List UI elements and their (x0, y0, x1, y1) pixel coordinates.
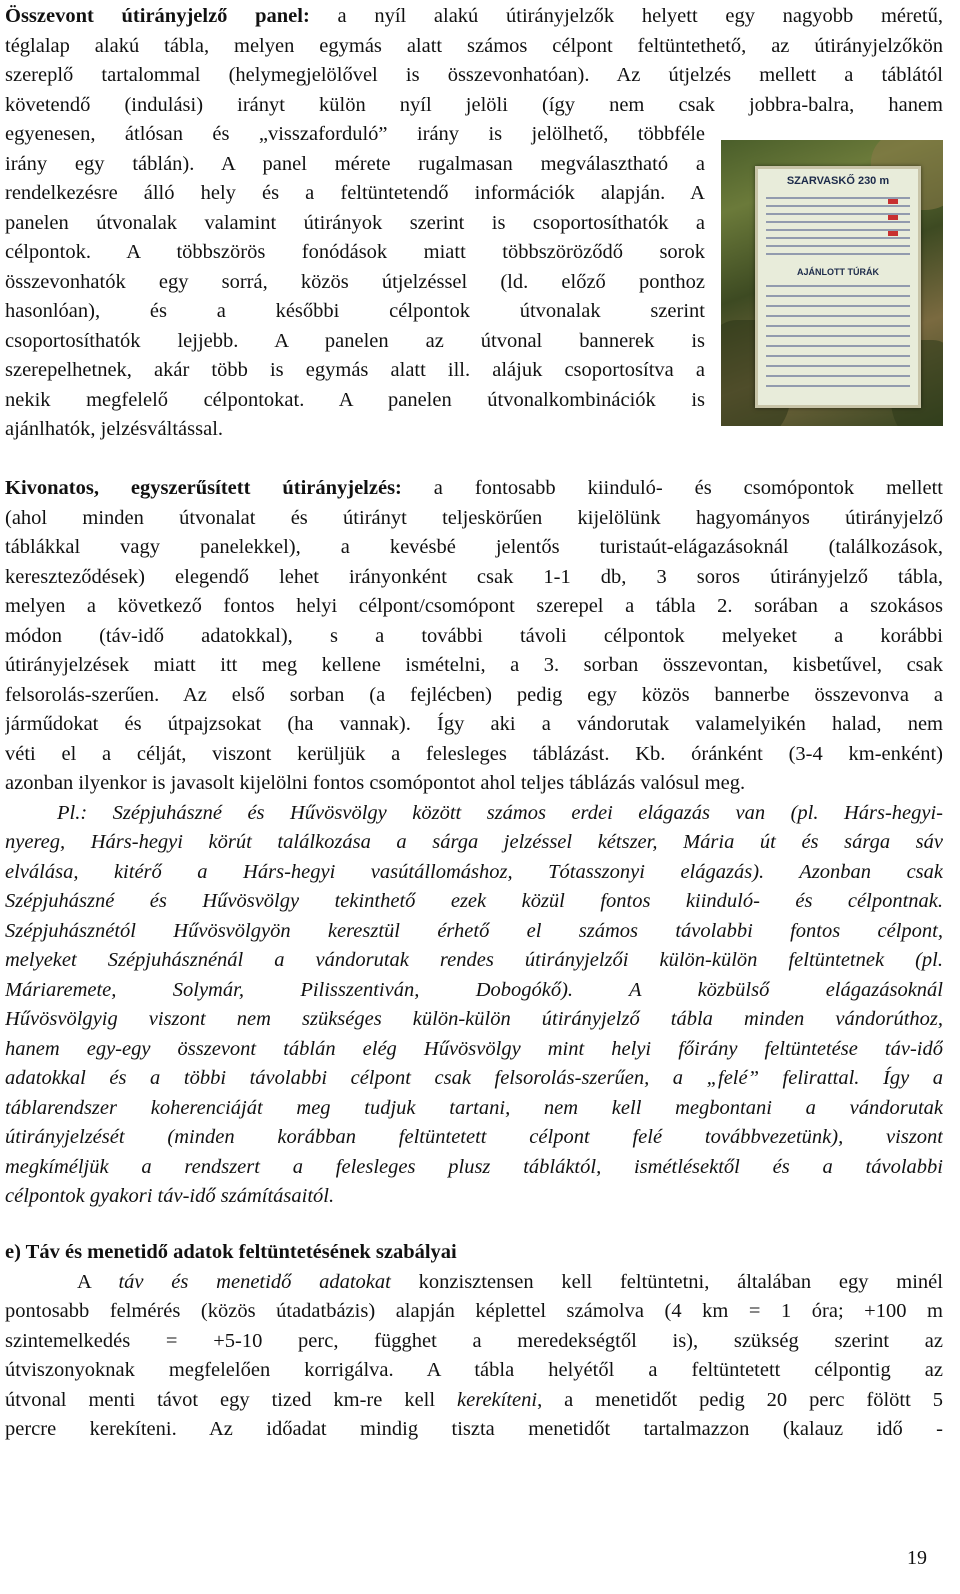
example-line: célpontok gyakori táv-idő számításaitól. (5, 1185, 335, 1207)
text-line: panelen útvonalak valamint útirányok szerint is csoportosíthatók a (5, 211, 705, 234)
example-line: hanem egy-egy összevont táblán elég Hűvösvölgy mint helyi főirány feltüntetése táv-idő (5, 1037, 943, 1060)
text-line: járműdokat és útpajzsokat (ha vannak). Így aki a vándorutak valamelyikén halad, nem (5, 713, 943, 735)
trail-sign (755, 166, 921, 408)
section-heading: Kivonatos, egyszerűsített útirányjelzés: (5, 477, 402, 499)
example-line: melyeket Szépjuhásznénál a vándorutak rendes útirányjelzői külön-külön feltüntetnek (pl. (5, 949, 943, 971)
example-line: nyereg, Hárs-hegyi körút találkozása a sárga jelzéssel kétszer, Mária út és sárga sáv (5, 831, 943, 853)
text-line: azonban ilyenkor is javasolt kijelölni fontos csomópontot ahol teljes táblázás valósul meg. (5, 772, 746, 794)
text-line: összevonhatók egy sorrá, közös útjelzéssel (ld. előző ponthoz (5, 270, 705, 293)
example-line: Szépjuhásznétól Hűvösvölgyön keresztül érhető el számos távolabbi fontos célpont, (5, 919, 943, 942)
sign-title: SZARVASKŐ 230 m (786, 175, 890, 187)
text-line: célpontok. A többszörös fonódások miatt többszöröződő sorok (5, 241, 705, 263)
section-summary-signage (5, 474, 943, 1212)
example-line: adatokkal és a többi távolabbi célpont csak felsorolás-szerűen, a „felé” felirattal. Így a (5, 1067, 943, 1089)
text-line: véti el a célját, viszont kerüljük a felesleges táblázást. Kb. óránként (3-4 km-enként) (5, 742, 943, 765)
text-line: (ahol minden útvonalat és útirányt teljeskörűen kijelölünk hagyományos útirányjelző (5, 506, 943, 529)
sign-panel-photo (721, 140, 943, 426)
section-distance-time-rules (5, 1238, 943, 1445)
text-line: hasonlóan), és a későbbi célpontok útvonalak szerint (5, 300, 705, 322)
text-line: rendelkezésre álló hely és a feltüntetendő információk alapján. A (5, 182, 705, 204)
text-line: A táv és menetidő adatokat konzisztensen kell feltüntetni, általában egy minél (77, 1270, 943, 1293)
section-heading: Összevont útirányjelző panel: (5, 5, 310, 27)
section-heading: e) Táv és menetidő adatok feltüntetésének szabályai (5, 1241, 457, 1263)
text-line: szintemelkedés = +5-10 perc, függhet a meredekségtől is), szükség szerint az (5, 1329, 943, 1352)
text-line: útirányjelzések miatt itt meg kellene ismételni, a 3. sorban összevontan, kisbetűvel, csak (5, 654, 943, 676)
example-line: Hűvösvölgyig viszont nem szükséges külön-külön útirányjelző tábla minden vándorúthoz, (5, 1008, 943, 1030)
text-line: ajánlhatók, jelzésváltással. (5, 418, 224, 440)
text-line: táblákkal vagy panelekkel), a kevésbé jelentős turistaút-elágazásoknál (találkozások, (5, 536, 943, 558)
text-line: módon (táv-idő adatokkal), s a további távoli célpontok melyeket a korábbi (5, 624, 943, 647)
text-line: csoportosíthatók lejjebb. A panelen az útvonal bannerek is (5, 329, 705, 352)
text-line: téglalap alakú tábla, melyen egymás alatt számos célpont feltüntethető, az útirányjelzőkön (5, 34, 943, 57)
example-line: Szépjuhászné és Hűvösvölgy tekinthető ezek közül fontos kiinduló- és célpontnak. (5, 890, 943, 912)
example-line: táblarendszer koherenciáját meg tudjuk tartani, nem kell megbontani a vándorutak (5, 1096, 943, 1119)
text-line: percre kerekíteni. Az időadat mindig tiszta menetidőt tartalmazzon (kalauz idő - (5, 1418, 943, 1440)
text-line: egyenesen, átlósan és „visszaforduló” irány is jelölhető, többféle (5, 123, 705, 145)
example-line: elválása, kitérő a Hárs-hegyi vasútállomáshoz, Tótasszonyi elágazás). Azonban csak (5, 860, 943, 883)
example-line: megkíméljük a rendszert a felesleges plusz tábláktól, ismétlésektől és a távolabbi (5, 1155, 943, 1178)
example-line: útirányjelzését (minden korábban feltüntetett célpont felé továbbvezetünk), viszont (5, 1126, 943, 1148)
text-line: pontosabb felmérés (közös útadatbázis) alapján képlettel számolva (4 km = 1 óra; +100 m (5, 1300, 943, 1322)
text-line: Összevont útirányjelző panel: a nyíl alakú útirányjelzők helyett egy nagyobb méretű, (5, 5, 943, 27)
text-line: szereplő tartalommal (helymegjelölővel is összevonhatóan). Az útjelzés mellett a táblától (5, 64, 943, 86)
sign-subtitle: AJÁNLOTT TÚRÁK (797, 267, 879, 277)
text-line: Kivonatos, egyszerűsített útirányjelzés: a fontosabb kiinduló- és csomópontok mellett (5, 477, 943, 499)
text-line: kereszteződések) elegendő lehet irányonként csak 1-1 db, 3 soros útirányjelző tábla, (5, 565, 943, 588)
text-line: szerepelhetnek, akár több is egymás alatt ill. alájuk csoportosítva a (5, 359, 705, 381)
page-number: 19 (907, 1547, 927, 1569)
text-line: melyen a következő fontos helyi célpont/csomópont szerepel a tábla 2. sorában a szokásos (5, 595, 943, 617)
example-line: Pl.: Szépjuhászné és Hűvösvölgy között számos erdei elágazás van (pl. Hárs-hegyi- (57, 801, 943, 824)
text-line: felsorolás-szerűen. Az első sorban (a fejlécben) pedig egy közös bannerbe összevonva a (5, 683, 943, 706)
text-line: útvonal menti távot egy tized km-re kell kerekíteni, a menetidőt pedig 20 perc fölött 5 (5, 1388, 943, 1411)
text-line: nekik megfelelő célpontokat. A panelen útvonalkombinációk is (5, 388, 705, 411)
text-line: követendő (indulási) irányt külön nyíl jelöli (így nem csak jobbra-balra, hanem (5, 93, 943, 116)
text-line: irány egy táblán). A panel mérete rugalmasan megválasztható a (5, 152, 705, 175)
example-line: Máriaremete, Solymár, Pilisszentiván, Dobogókő). A közbülső elágazásoknál (5, 978, 943, 1001)
text-line: útviszonyoknak megfelelően korrigálva. A tábla helyétől a feltüntetett célpontig az (5, 1359, 943, 1381)
